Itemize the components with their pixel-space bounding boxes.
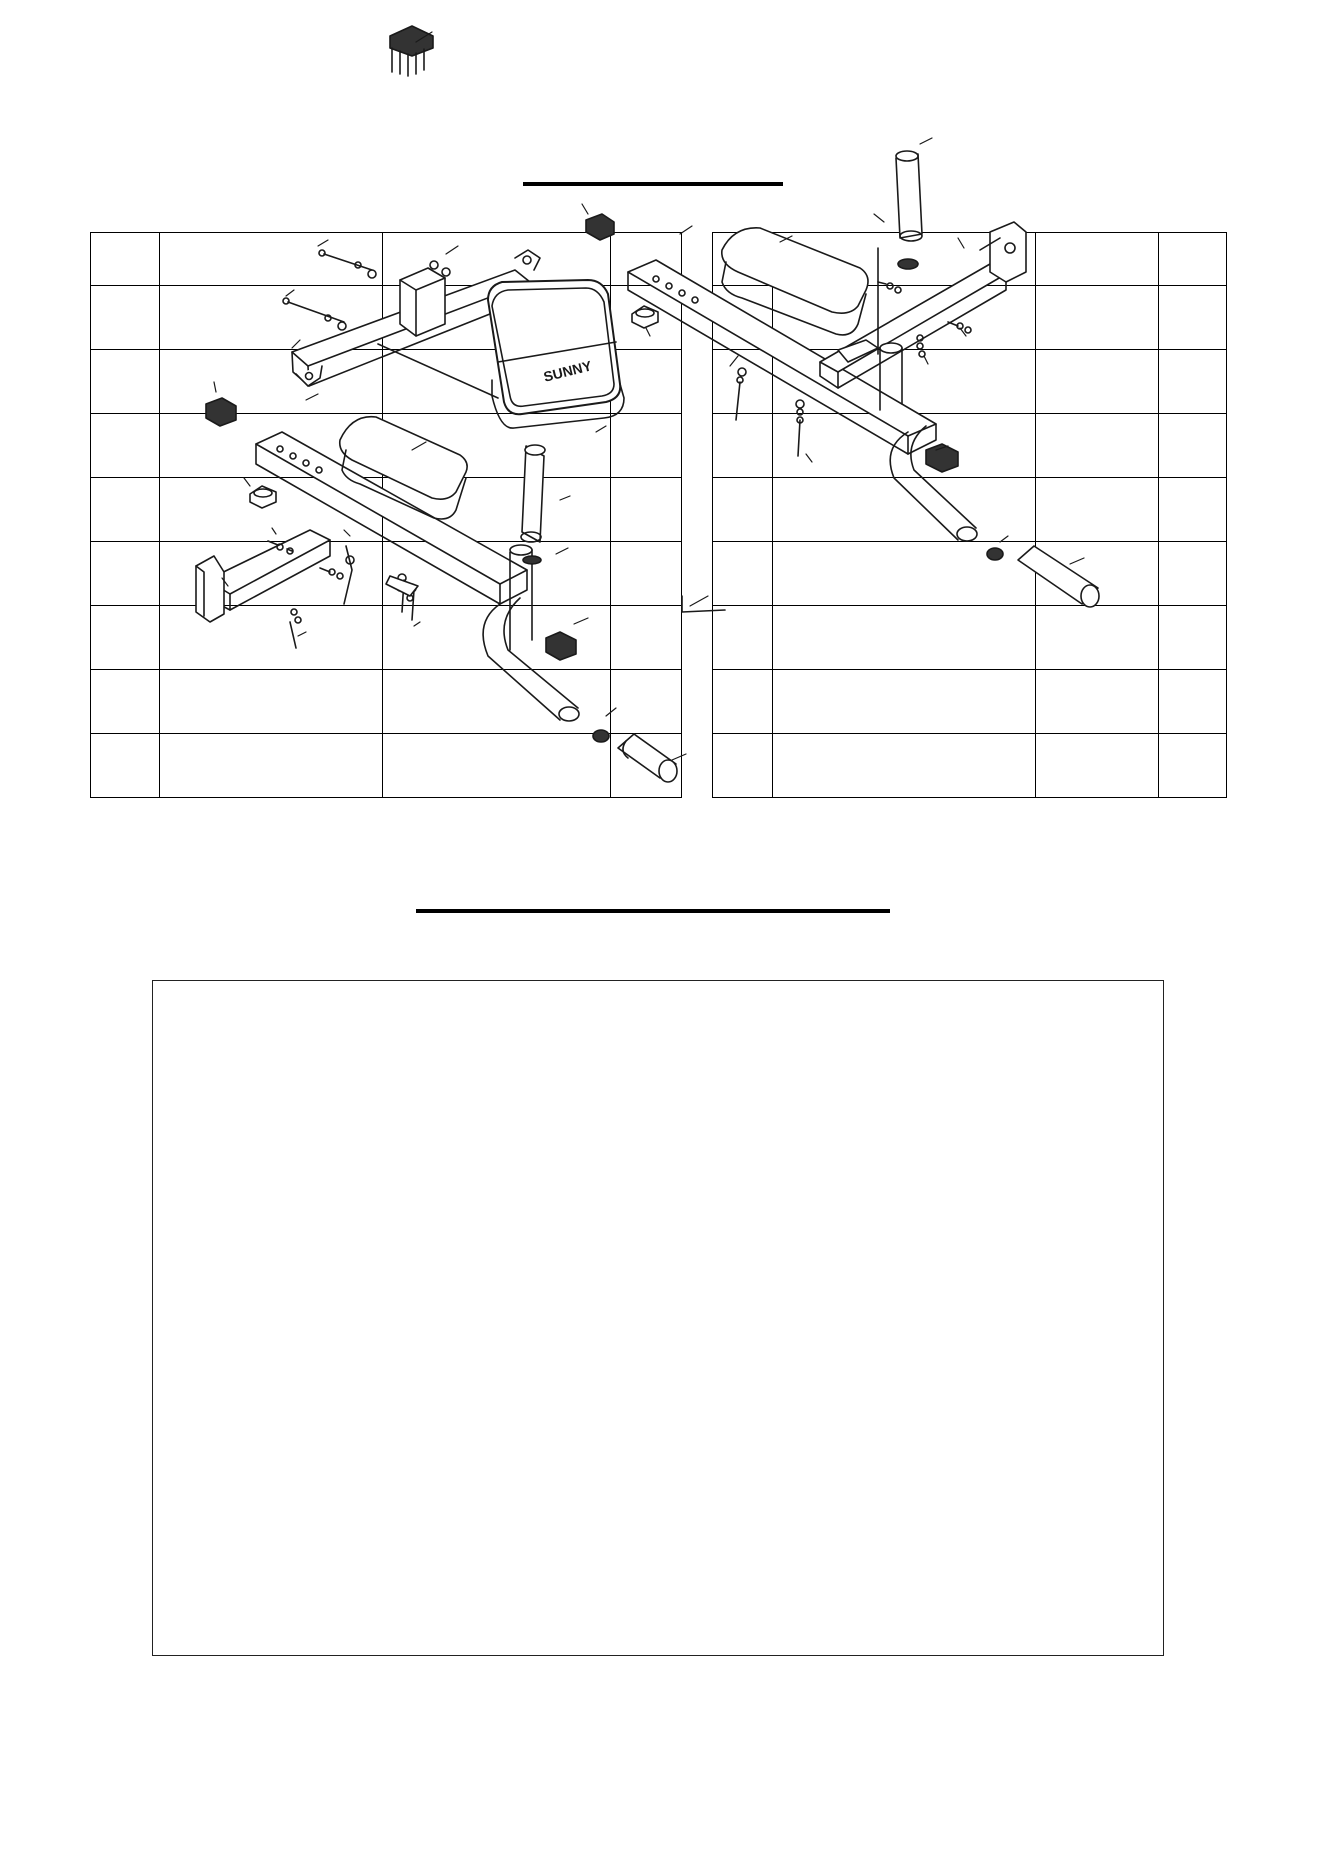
handle-grip-left bbox=[618, 734, 677, 782]
handle-sleeve-upper-right bbox=[896, 151, 922, 241]
mounting-bracket-left bbox=[196, 530, 330, 622]
handle-end-cap-left-icon bbox=[546, 632, 576, 660]
handle-sleeve-upper-left bbox=[521, 445, 545, 542]
backrest-logo: SUNNY bbox=[541, 357, 594, 385]
axis-line bbox=[378, 344, 498, 398]
end-cap-right-top-icon bbox=[586, 214, 614, 240]
callout-leaders bbox=[214, 32, 1084, 760]
knob-right-icon bbox=[632, 306, 658, 328]
tube-plug-right-icon bbox=[987, 548, 1003, 560]
tube-plug-left-icon bbox=[593, 730, 609, 742]
end-cap-left-icon bbox=[206, 398, 236, 426]
handle-bar-left bbox=[483, 598, 579, 721]
knob-left-icon bbox=[250, 486, 276, 508]
handle-bar-right bbox=[890, 426, 977, 541]
washer-cap-left-icon bbox=[523, 556, 541, 564]
handle-grip-right bbox=[1018, 546, 1099, 607]
backrest-pad bbox=[488, 280, 624, 428]
square-end-cap-top-icon bbox=[390, 26, 433, 76]
upright-post-left bbox=[400, 268, 445, 336]
washer-cap-right-icon bbox=[898, 259, 918, 269]
